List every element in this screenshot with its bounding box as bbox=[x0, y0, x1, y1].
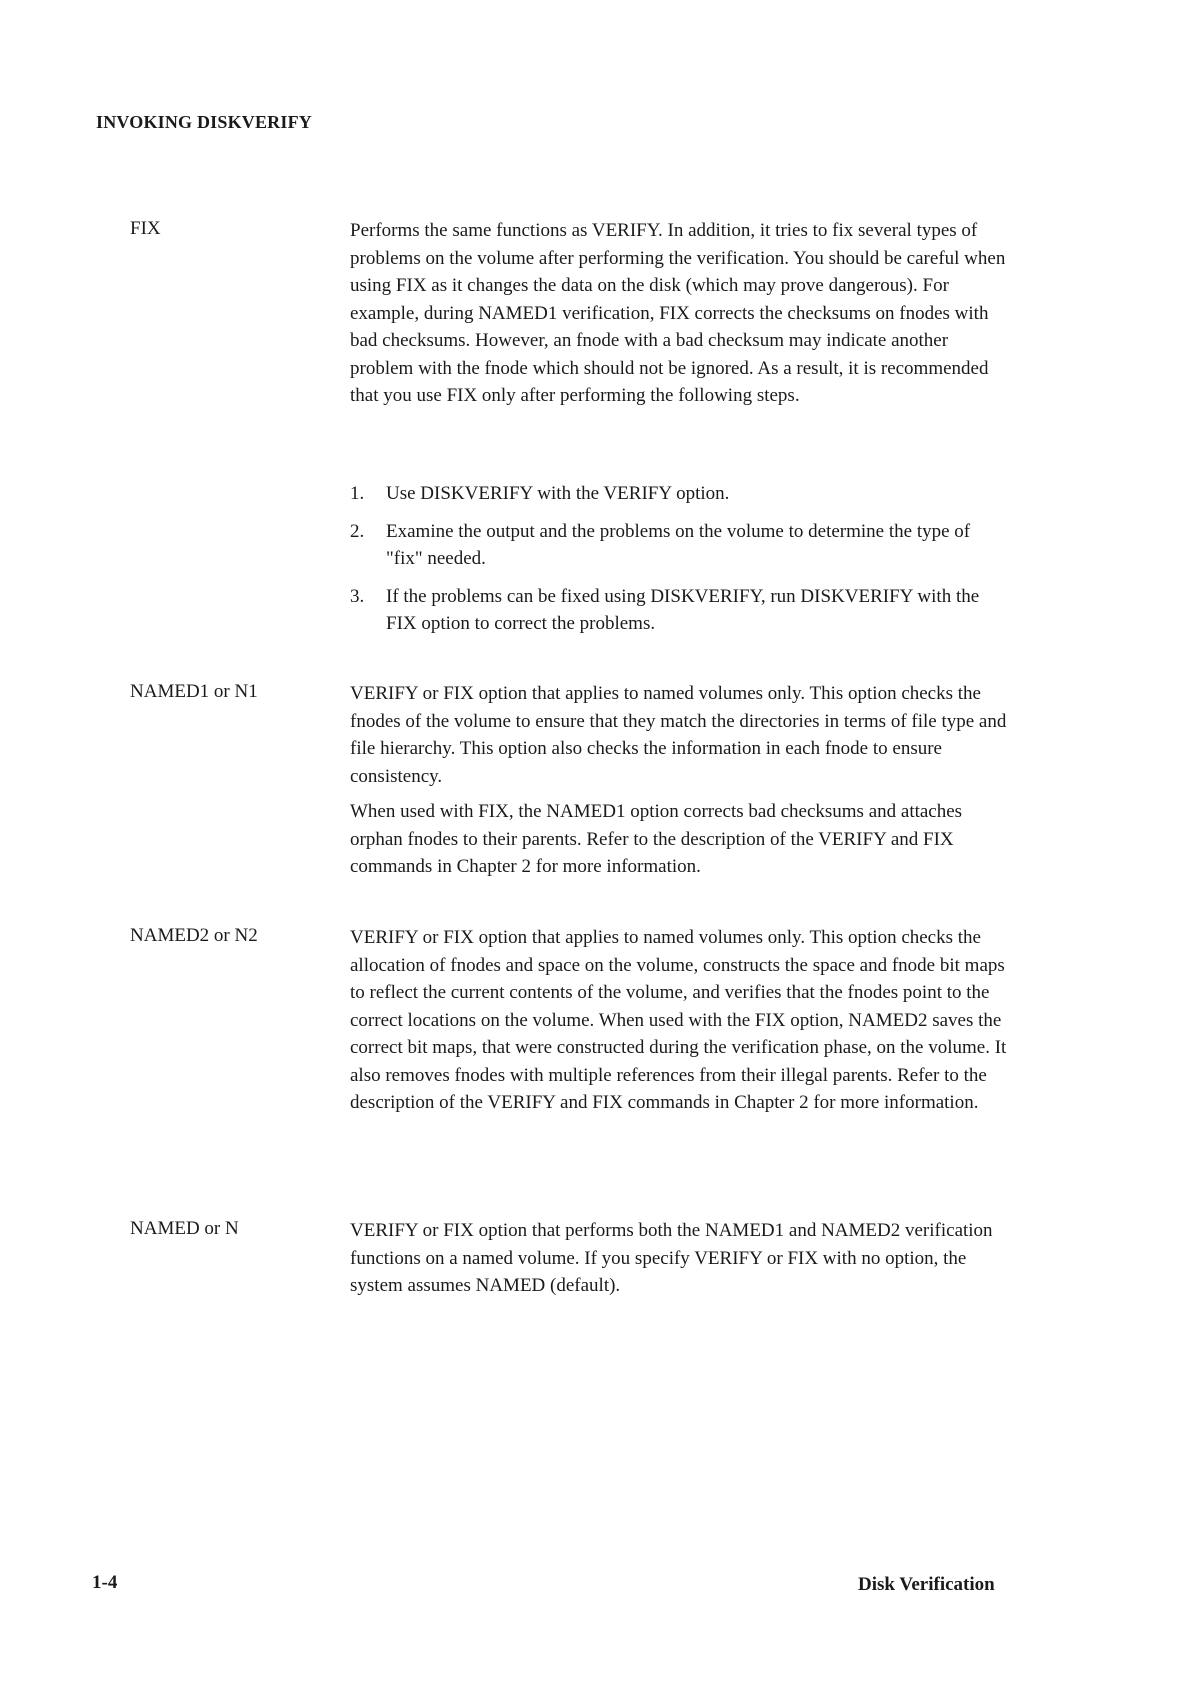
list-item bbox=[350, 518, 990, 573]
list-item bbox=[350, 583, 990, 638]
step-text: If the problems can be fixed using DISKVERIFY, run DISKVERIFY with the FIX option to correct the problems. bbox=[386, 585, 980, 634]
description-paragraph: VERIFY or FIX option that applies to named volumes only. This option checks the fnodes of the volume to ensure that they match the directories in terms of file type and file hierarchy. This option also checks the information in each fnode to ensure consistency. bbox=[350, 683, 1007, 787]
step-number: 1. bbox=[350, 483, 365, 504]
step-text: Examine the output and the problems on the volume to determine the type of "fix" needed. bbox=[386, 520, 971, 569]
term-named2: NAMED2 or N2 bbox=[130, 925, 258, 946]
description-paragraph: VERIFY or FIX option that performs both the NAMED1 and NAMED2 verification functions on a named volume. If you specify VERIFY or FIX with no option, the system assumes NAMED (default). bbox=[350, 1220, 993, 1296]
steps-list bbox=[350, 480, 990, 648]
term-fix: FIX bbox=[130, 218, 161, 239]
step-number: 3. bbox=[350, 585, 365, 607]
description-paragraph: Performs the same functions as VERIFY. In addition, it tries to fix several types of problems on the volume after performing the verification. You should be careful when using FIX as it changes the data on the disk (which may prove dangerous). For example, during NAMED1 verification, FIX corrects the checksums on fnodes with bad checksums. However, an fnode with a bad checksum may indicate another problem with the fnode which should not be ignored. As a result, it is recommended that you use FIX only after performing the following steps. bbox=[350, 220, 1006, 406]
step-text: Use DISKVERIFY with the VERIFY option. bbox=[386, 483, 730, 504]
page-number: 1-4 bbox=[92, 1572, 118, 1593]
section-heading: INVOKING DISKVERIFY bbox=[96, 112, 312, 132]
description-named1 bbox=[350, 680, 1010, 881]
list-item bbox=[350, 480, 990, 508]
step-number: 2. bbox=[350, 520, 365, 542]
description-named2 bbox=[350, 924, 1010, 1117]
footer-section-title: Disk Verification bbox=[858, 1574, 995, 1595]
term-named1: NAMED1 or N1 bbox=[130, 681, 258, 702]
description-fix bbox=[350, 217, 1010, 410]
description-paragraph: When used with FIX, the NAMED1 option corrects bad checksums and attaches orphan fnodes to their parents. Refer to the description of the VERIFY and FIX commands in Chapter 2 for more information. bbox=[350, 801, 963, 877]
description-paragraph: VERIFY or FIX option that applies to named volumes only. This option checks the allocation of fnodes and space on the volume, constructs the space and fnode bit maps to reflect the current contents of the volume, and verifies that the fnodes point to the correct locations on the volume. When used with the FIX option, NAMED2 saves the correct bit maps, that were constructed during the verification phase, on the volume. It also removes fnodes with multiple references from their illegal parents. Refer to the description of the VERIFY and FIX commands in Chapter 2 for more information. bbox=[350, 927, 1007, 1113]
description-named bbox=[350, 1217, 1010, 1300]
term-named: NAMED or N bbox=[130, 1218, 239, 1239]
